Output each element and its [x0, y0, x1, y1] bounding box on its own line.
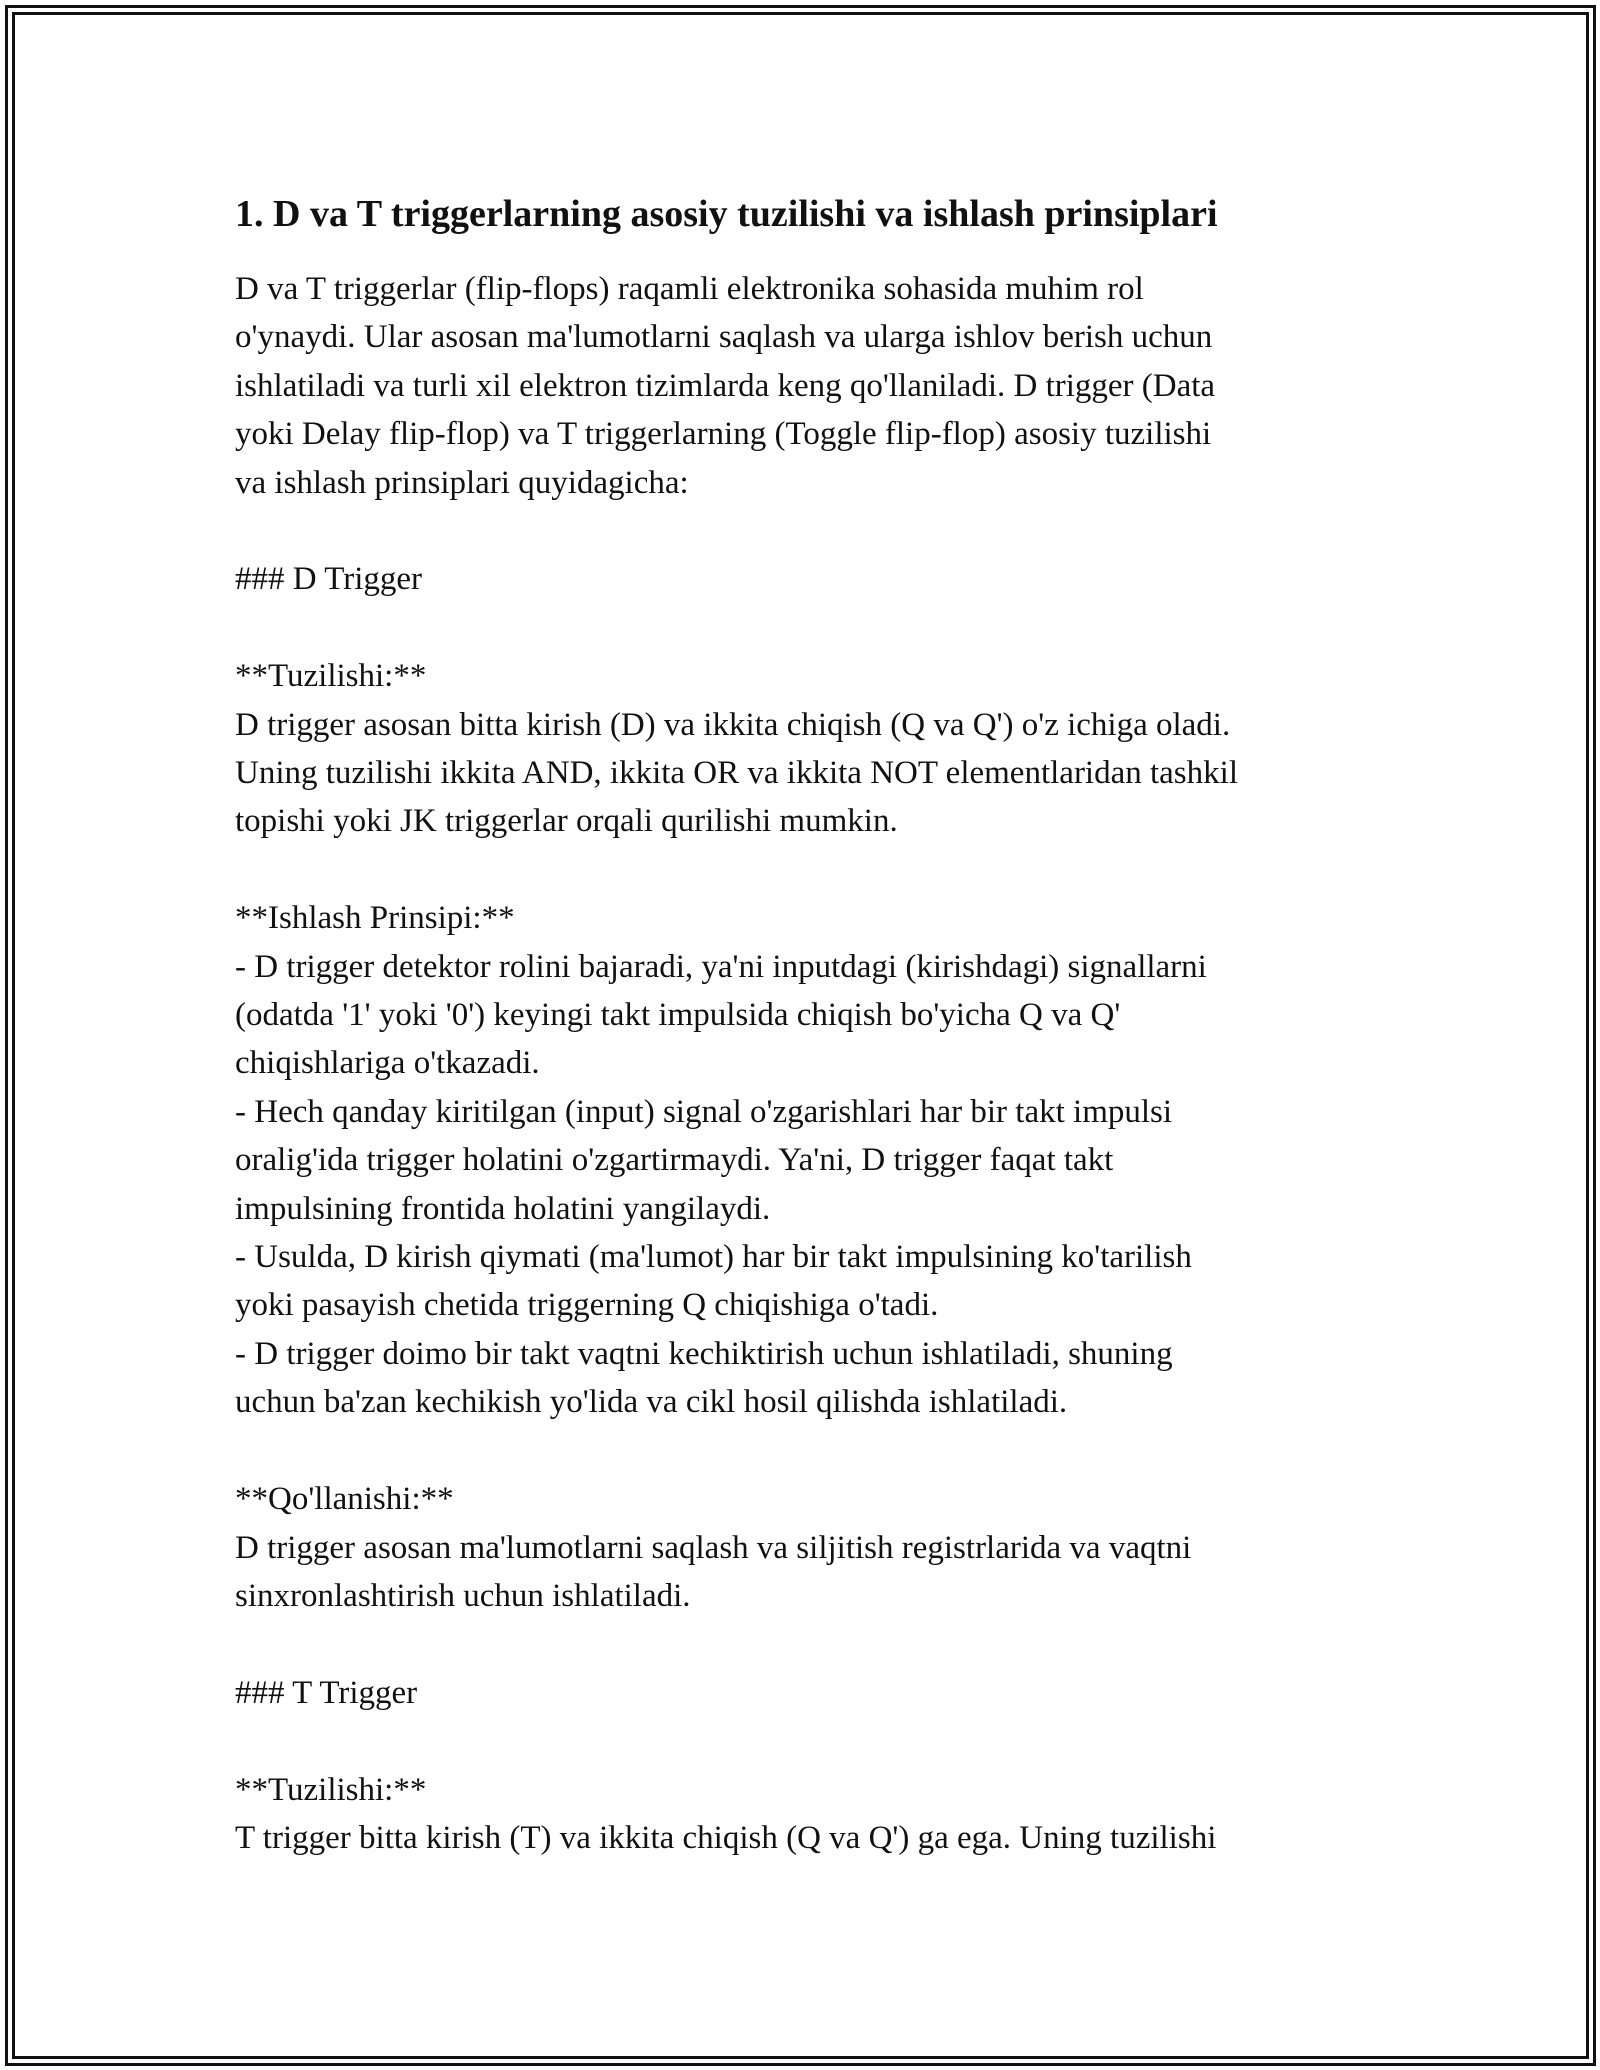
list-item-line: - Hech qanday kiritilgan (input) signal o'zgarishlari har bir takt impulsi — [235, 1093, 1173, 1130]
blank-line — [235, 846, 1365, 894]
text-line: uchun ba'zan kechikish yo'lida va cikl hosil qilishda ishlatiladi. — [235, 1384, 1068, 1421]
text-line: topishi yoki JK triggerlar orqali qurilishi mumkin. — [235, 803, 898, 840]
text-line: D trigger asosan bitta kirish (D) va ikkita chiqish (Q va Q') o'z ichiga oladi. — [235, 706, 1231, 743]
text-line: sinxronlashtirish uchun ishlatiladi. — [235, 1577, 691, 1614]
text-line: D va T triggerlar (flip-flops) raqamli elektronika sohasida muhim rol — [235, 271, 1144, 307]
text-line: (odatda '1' yoki '0') keyingi takt impulsida chiqish bo'yicha Q va Q' — [235, 997, 1121, 1034]
subsection-label: **Tuzilishi:** — [235, 1771, 427, 1808]
subsection-label: **Tuzilishi:** — [235, 658, 427, 695]
text-line: impulsining frontida holatini yangilaydi. — [235, 1190, 771, 1227]
list-item-line: - D trigger detektor rolini bajaradi, ya'ni inputdagi (kirishdagi) signallarni — [235, 948, 1207, 985]
text-line: D trigger asosan ma'lumotlarni saqlash va siljitish registrlarida va vaqtni — [235, 1529, 1192, 1566]
text-line: yoki pasayish chetida triggerning Q chiqishiga o'tadi. — [235, 1287, 939, 1324]
text-line: oralig'ida trigger holatini o'zgartirmaydi. Ya'ni, D trigger faqat takt — [235, 1142, 1114, 1179]
subsection-label: **Ishlash Prinsipi:** — [235, 900, 515, 937]
list-item-line: - Usulda, D kirish qiymati (ma'lumot) har bir takt impulsining ko'tarilish — [235, 1239, 1192, 1276]
blank-line — [235, 1427, 1365, 1475]
text-line: va ishlash prinsiplari quyidagicha: — [235, 464, 689, 501]
document-title: 1. D va T triggerlarning asosiy tuzilishi va ishlash prinsiplari — [235, 193, 1218, 235]
blank-line — [235, 507, 1365, 555]
text-line: o'ynaydi. Ular asosan ma'lumotlarni saqlash va ularga ishlov berish uchun — [235, 319, 1213, 356]
section-heading: ### D Trigger — [235, 561, 423, 598]
document-body — [235, 185, 1365, 1862]
text-line: chiqishlariga o'tkazadi. — [235, 1045, 540, 1082]
text-line: yoki Delay flip-flop) va T triggerlarning (Toggle flip-flop) asosiy tuzilishi — [235, 416, 1212, 453]
section-heading: ### T Trigger — [235, 1674, 418, 1711]
blank-line — [235, 1717, 1365, 1765]
blank-line — [235, 604, 1365, 652]
text-line: T trigger bitta kirish (T) va ikkita chiqish (Q va Q') ga ega. Uning tuzilishi — [235, 1819, 1217, 1856]
text-line: ishlatiladi va turli xil elektron tizimlarda keng qo'llaniladi. D trigger (Data — [235, 367, 1216, 404]
list-item-line: - D trigger doimo bir takt vaqtni kechiktirish uchun ishlatiladi, shuning — [235, 1335, 1173, 1372]
subsection-label: **Qo'llanishi:** — [235, 1481, 454, 1518]
text-line: Uning tuzilishi ikkita AND, ikkita OR va ikkita NOT elementlaridan tashkil — [235, 755, 1238, 792]
document-text — [235, 265, 1365, 1862]
blank-line — [235, 1620, 1365, 1668]
